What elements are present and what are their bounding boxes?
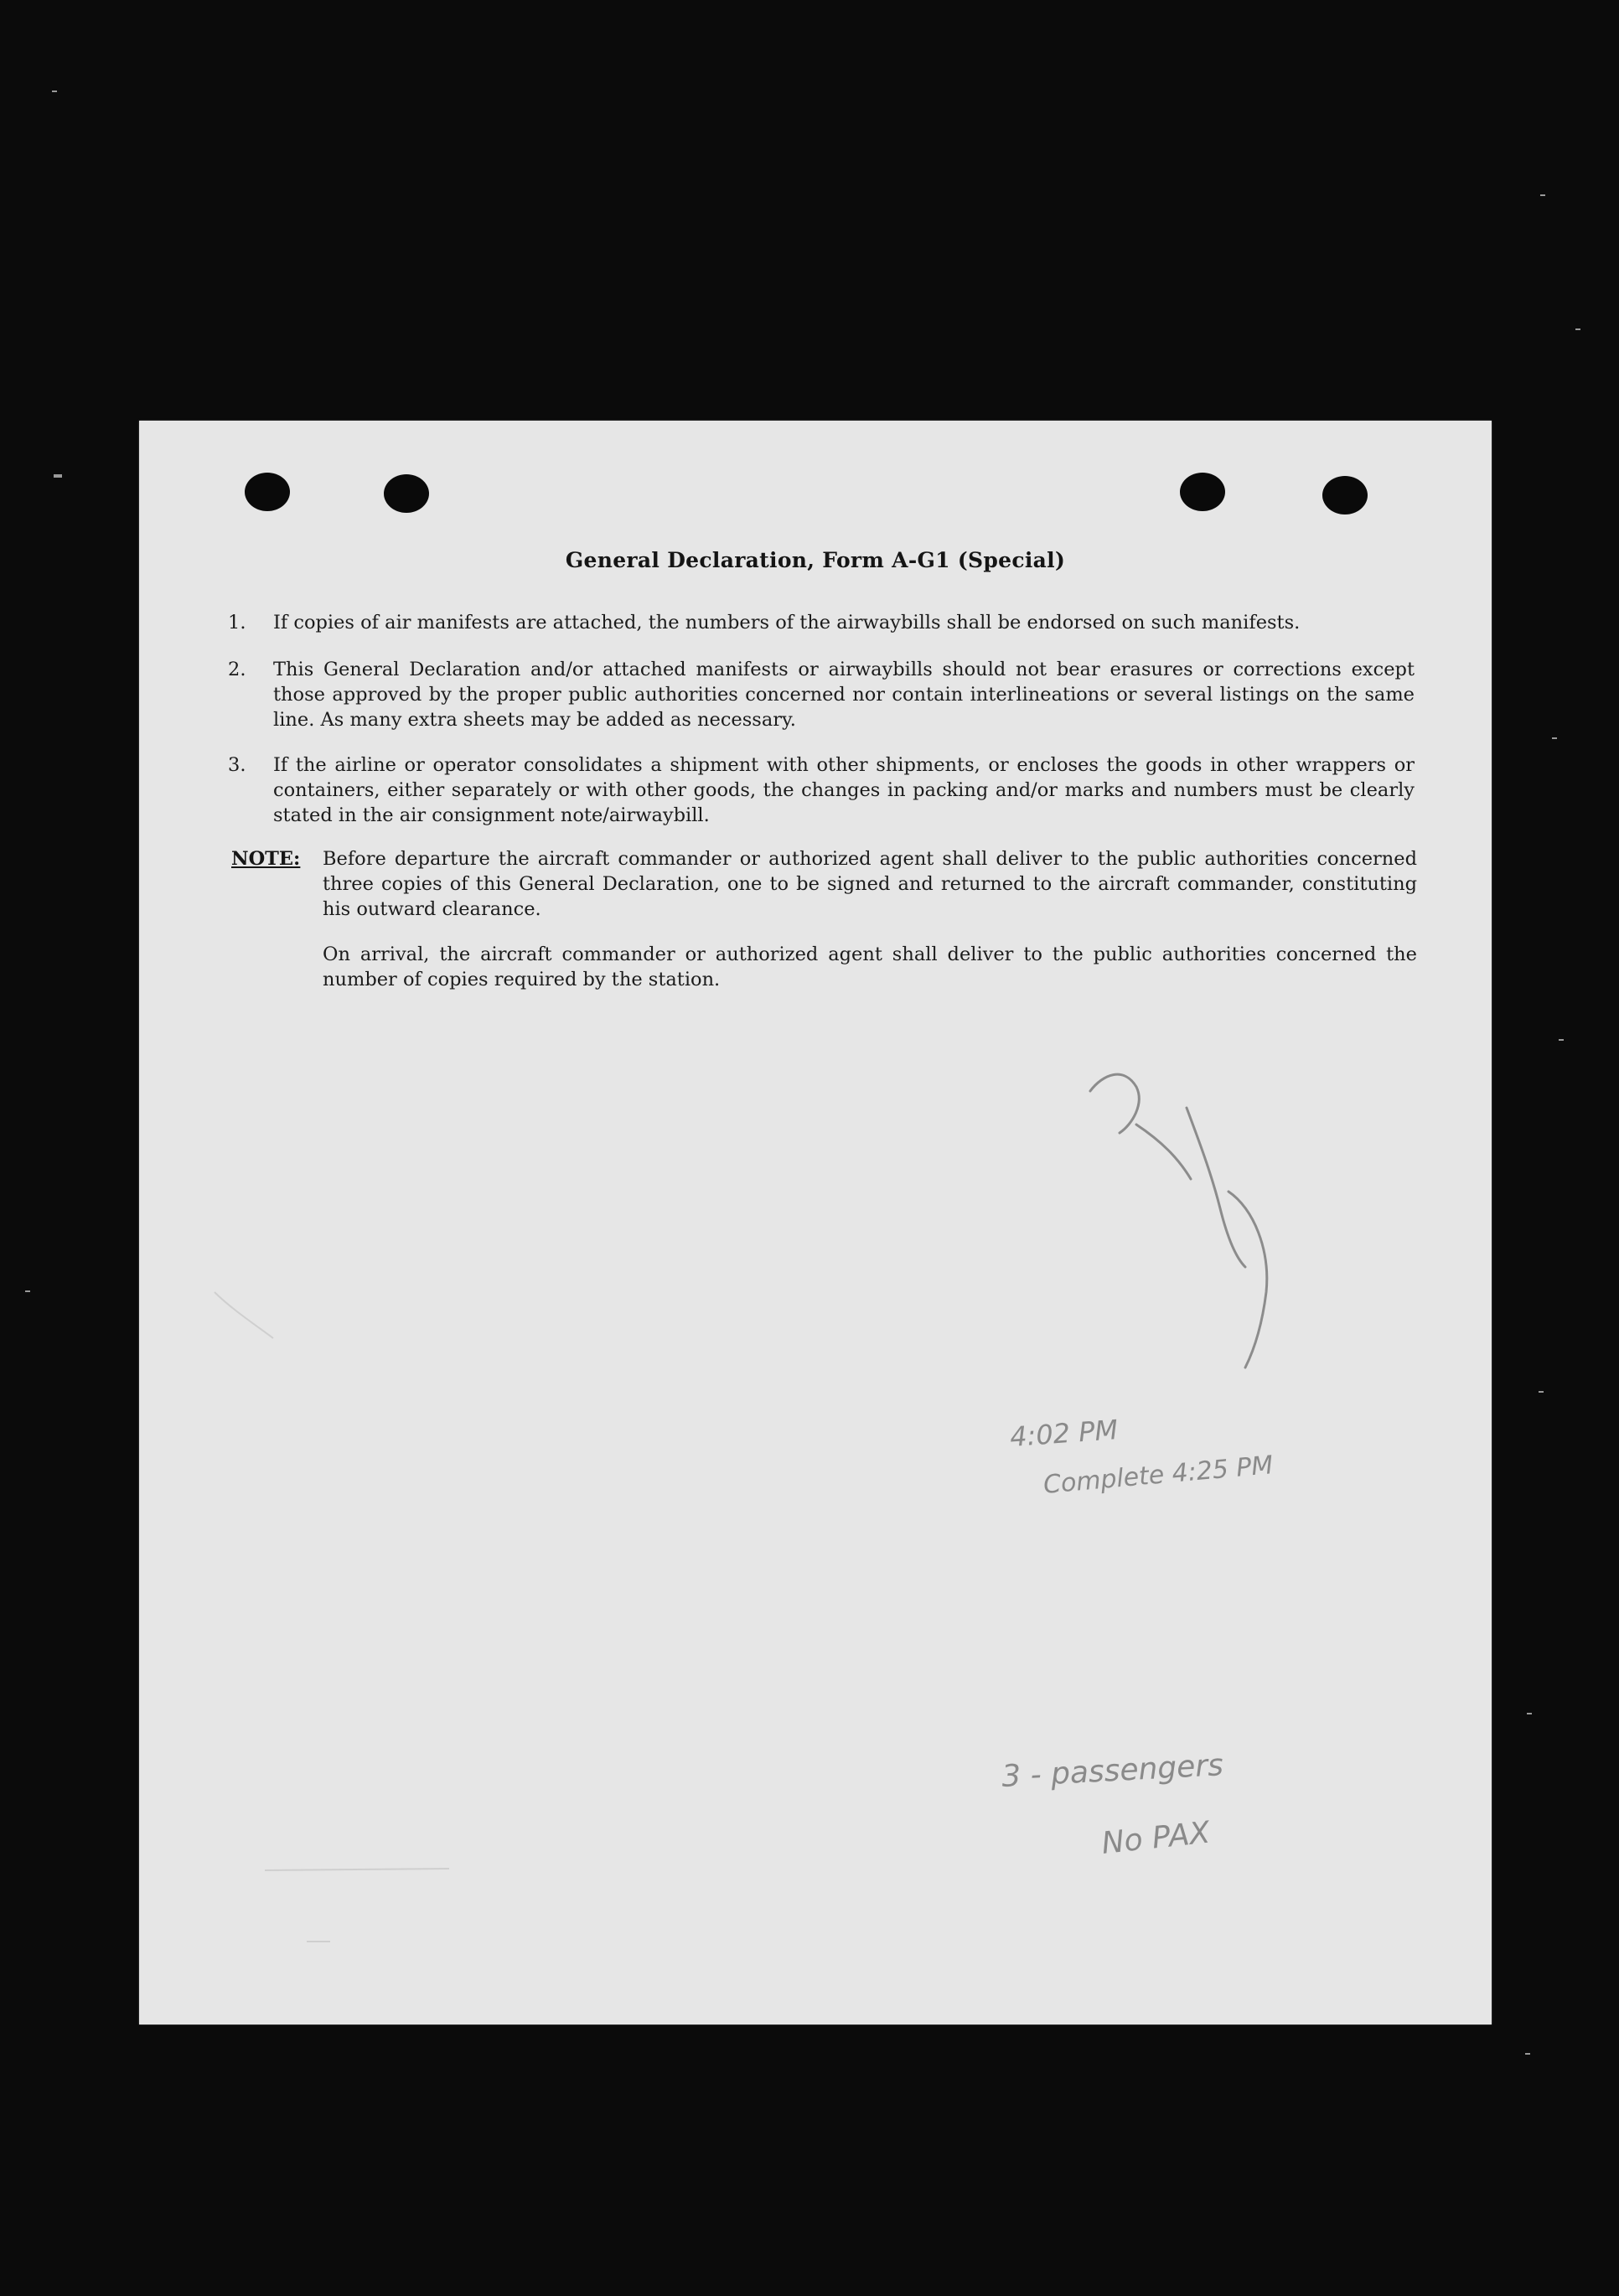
note-label: NOTE: [231, 848, 301, 870]
handwritten-time-complete: Complete 4:25 PM [1042, 1451, 1275, 1500]
handwritten-annotations [139, 421, 1492, 2025]
handwritten-time-notes [1001, 1414, 1274, 1861]
handwritten-signature [1090, 1074, 1267, 1368]
scan-speck [1559, 1039, 1564, 1041]
item-number: 3. [228, 754, 246, 776]
handwritten-time-start: 4:02 PM [1008, 1414, 1120, 1453]
item-text: If the airline or operator consolidates a shipment with other shipments, or encloses the goods in other wrappers or containers, either separately or with other goods, the changes in packing and/or marks and numbers must be clearly stated in the air consignment note/airwaybill. [273, 754, 1415, 826]
item-text: This General Declaration and/or attached manifests or airwaybills should not bear erasures or corrections except those approved by the proper public authorities concerned nor contain interlineations or several listings on the same line. As many extra sheets may be added as necessary. [273, 659, 1415, 731]
scan-speck [1527, 1713, 1532, 1714]
scan-speck [1525, 2053, 1530, 2055]
scan-speck [25, 1290, 30, 1292]
note-paragraph-arrival: On arrival, the aircraft commander or authorized agent shall deliver to the public authorities concerned the number of copies required by the station. [323, 944, 1417, 990]
scan-speck [1540, 194, 1545, 196]
item-text: If copies of air manifests are attached, the numbers of the airwaybills shall be endorsed on such manifests. [273, 612, 1301, 633]
scan-speck [1575, 328, 1580, 330]
note-paragraph-departure: Before departure the aircraft commander or authorized agent shall deliver to the public authorities concerned three copies of this General Declaration, one to be signed and returned to the aircraft commander, constituting his outward clearance. [323, 848, 1417, 920]
document-page [139, 421, 1492, 2025]
document-title: General Declaration, Form A-G1 (Special) [565, 548, 1066, 572]
item-number: 2. [228, 659, 246, 680]
scan-speck [52, 90, 57, 92]
scan-speck [54, 474, 62, 478]
scan-speck [1539, 1391, 1544, 1393]
handwritten-no-pax: No PAX [1099, 1815, 1212, 1861]
scan-speck [1552, 737, 1557, 739]
handwritten-passenger-count: 3 - passengers [1001, 1748, 1224, 1794]
faint-marks [215, 1292, 449, 1942]
item-number: 1. [228, 612, 246, 633]
